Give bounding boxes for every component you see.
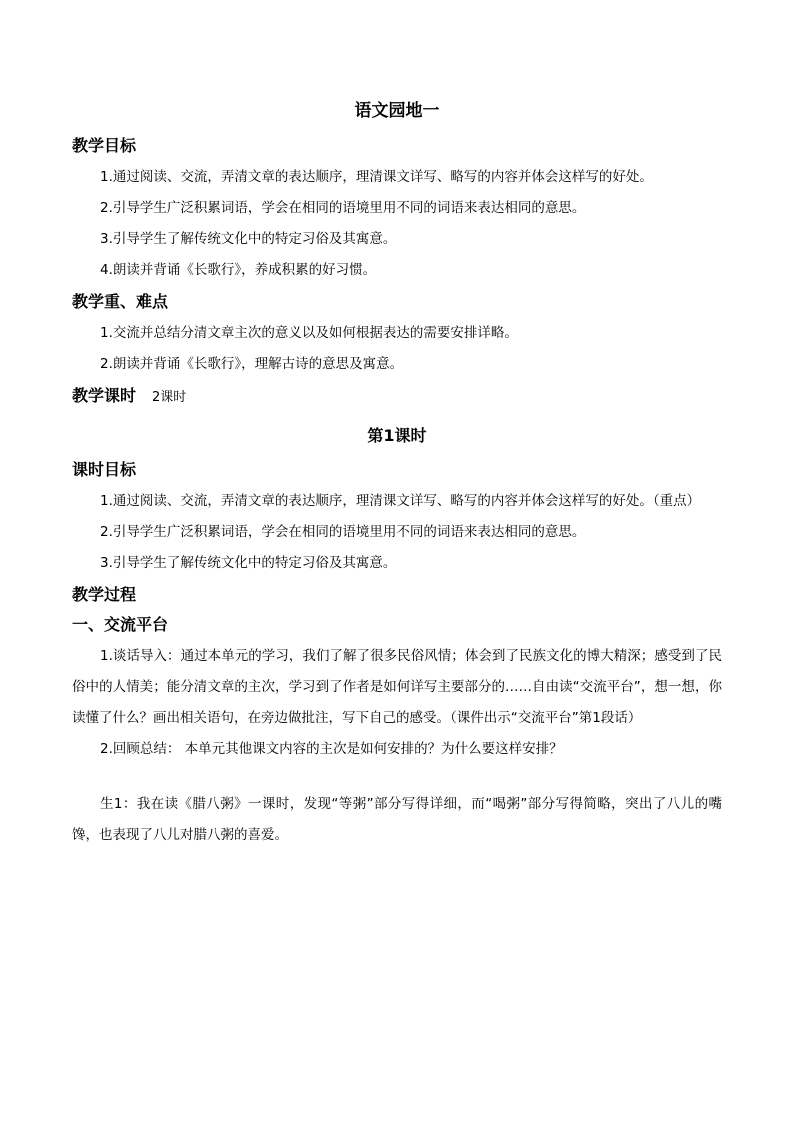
teaching-hours-heading: 教学课时 (72, 386, 137, 405)
exchange-platform-section (72, 611, 722, 765)
teaching-hours-line (72, 382, 722, 412)
process-item: 2.回顾总结： 本单元其他课文内容的主次是如何安排的？为什么要这样安排？ (100, 741, 563, 757)
student-answer: 生1：我在读《腊八粥》一课时，发现“等粥”部分写得详细，而“喝粥”部分写得简略，突出了八儿的嘴馋，也表现了八儿对腊八粥的喜爱。 (72, 796, 722, 843)
teaching-goals-heading: 教学目标 (72, 136, 137, 155)
lesson-goal-item: 1.通过阅读、交流，弄清文章的表达顺序，理清课文详写、略写的内容并体会这样写的好处。（重点） (100, 493, 701, 509)
lesson-goal-item: 3.引导学生了解传统文化中的特定习俗及其寓意。 (100, 555, 397, 571)
teaching-goals-section (72, 132, 722, 286)
teaching-goal-item: 4.朗读并背诵《长歌行》，养成积累的好习惯。 (100, 262, 377, 278)
exchange-platform-heading: 一、交流平台 (72, 615, 169, 634)
process-item: 1.谈话导入：通过本单元的学习，我们了解了很多民俗风情；体会到了民族文化的博大精深；感受到了民俗中的人情美；能分清文章的主次，学习到了作者是如何详写主要部分的……自由读“交流平台”，想一想，你读懂了什么？画出相关语句，在旁边做批注，写下自己的感受。（课件出示“交流平台”第1段话） (72, 648, 722, 726)
lesson-goals-section (72, 456, 722, 579)
teaching-goal-item: 1.通过阅读、交流，弄清文章的表达顺序，理清课文详写、略写的内容并体会这样写的好处。 (100, 169, 653, 185)
lesson-title: 第1课时 (367, 426, 427, 445)
teaching-process-heading: 教学过程 (72, 585, 137, 604)
paragraph-gap (72, 767, 722, 789)
teaching-hours-value: 2课时 (152, 390, 187, 405)
key-points-section (72, 288, 722, 380)
teaching-goal-item: 2.引导学生广泛积累词语，学会在相同的语境里用不同的词语来表达相同的意思。 (100, 200, 586, 216)
key-point-item: 2.朗读并背诵《长歌行》，理解古诗的意思及寓意。 (100, 356, 404, 372)
key-point-item: 1.交流并总结分清文章主次的意义以及如何根据表达的需要安排详略。 (100, 325, 518, 341)
lesson-goals-heading: 课时目标 (72, 460, 137, 479)
document-title: 语文园地一 (354, 101, 440, 121)
teaching-goal-item: 3.引导学生了解传统文化中的特定习俗及其寓意。 (100, 231, 397, 247)
key-points-heading: 教学重、难点 (72, 292, 169, 311)
lesson-goal-item: 2.引导学生广泛积累词语，学会在相同的语境里用不同的词语来表达相同的意思。 (100, 524, 586, 540)
document-page (72, 96, 722, 851)
